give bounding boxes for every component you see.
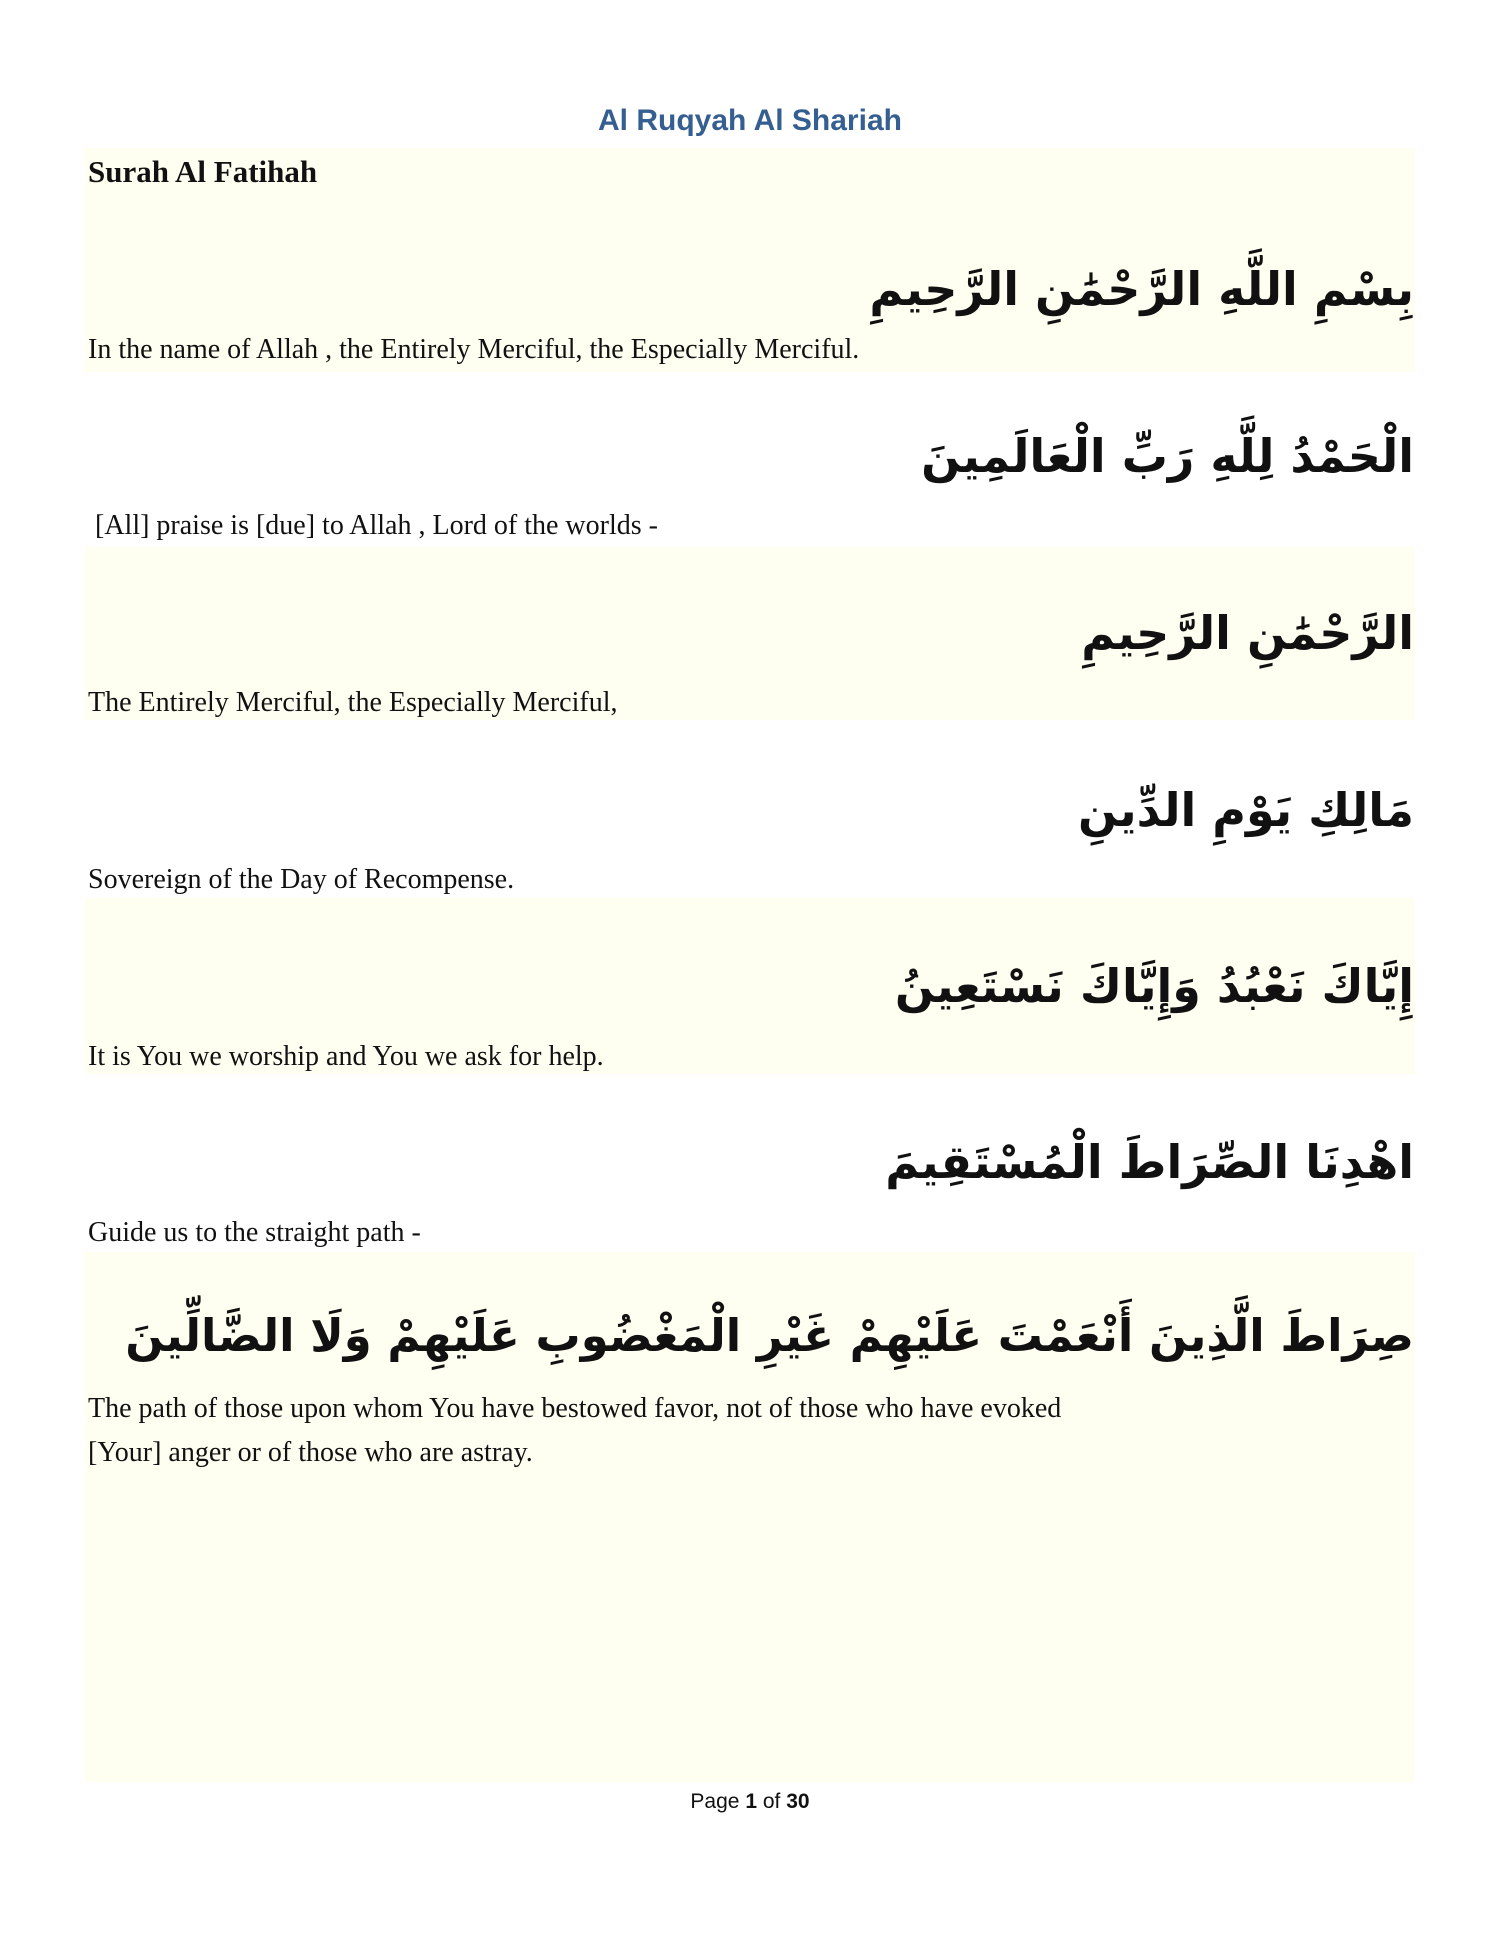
verse-7-translation-line-1: The path of those upon whom You have bestowed favor, not of those who have evoked: [88, 1393, 1062, 1424]
page-footer: [0, 1790, 1500, 1814]
verse-2-arabic: الْحَمْدُ لِلَّهِ رَبِّ الْعَالَمِينَ: [921, 429, 1414, 483]
verse-7-translation-line-2: [Your] anger or of those who are astray.: [88, 1437, 533, 1468]
verse-7-arabic: صِرَاطَ الَّذِينَ أَنْعَمْتَ عَلَيْهِمْ غَيْرِ الْمَغْضُوبِ عَلَيْهِمْ وَلَا الضَّالِّينَ: [125, 1309, 1414, 1362]
verse-5-arabic: إِيَّاكَ نَعْبُدُ وَإِيَّاكَ نَسْتَعِينُ: [894, 959, 1414, 1013]
total-pages: 30: [786, 1790, 810, 1813]
verse-2-translation: [All] praise is [due] to Allah , Lord of the worlds -: [88, 510, 658, 541]
verse-6-translation: Guide us to the straight path -: [88, 1217, 421, 1248]
section-heading: Surah Al Fatihah: [88, 154, 318, 189]
verse-3-arabic: الرَّحْمَٰنِ الرَّحِيمِ: [1081, 606, 1414, 660]
current-page: 1: [745, 1790, 757, 1813]
verse-5-translation: It is You we worship and You we ask for help.: [88, 1041, 604, 1072]
document-title: Al Ruqyah Al Shariah: [598, 104, 902, 137]
page-of-label: of: [762, 1790, 781, 1813]
verse-4-translation: Sovereign of the Day of Recompense.: [88, 864, 515, 895]
verse-1-arabic: بِسْمِ اللَّهِ الرَّحْمَٰنِ الرَّحِيمِ: [869, 262, 1414, 316]
verse-3-translation: The Entirely Merciful, the Especially Merciful,: [88, 687, 618, 718]
verse-4-arabic: مَالِكِ يَوْمِ الدِّينِ: [1078, 783, 1414, 837]
verse-6-arabic: اهْدِنَا الصِّرَاطَ الْمُسْتَقِيمَ: [885, 1135, 1414, 1189]
verse-1-translation: In the name of Allah , the Entirely Merciful, the Especially Merciful.: [88, 334, 860, 365]
page-label: Page: [690, 1790, 740, 1813]
